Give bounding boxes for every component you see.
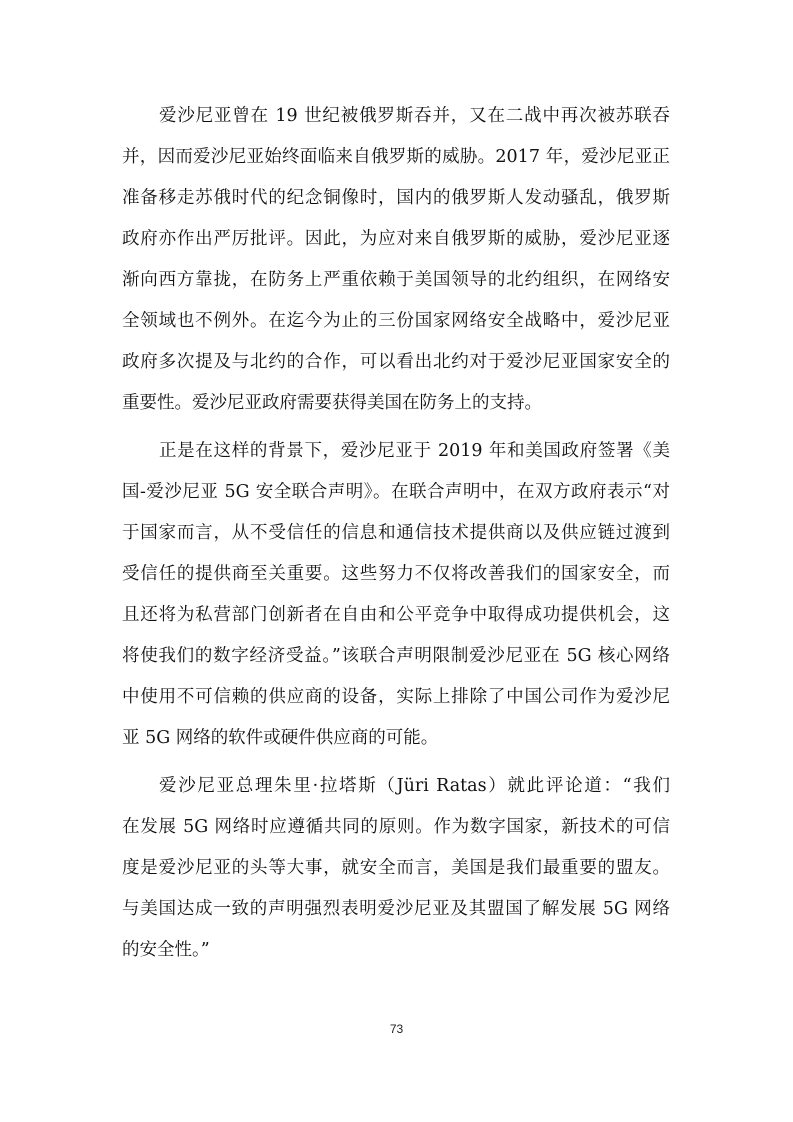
paragraph-2-line-8: 亚 5G 网络的软件或硬件供应商的可能。 (122, 728, 439, 748)
paragraph-2-line-3: 于国家而言，从不受信任的信息和通信技术提供商以及供应链过渡到 (122, 523, 670, 543)
paragraph-3-line-2: 在发展 5G 网络时应遵循共同的原则。作为数字国家，新技术的可信 (122, 817, 670, 837)
paragraph-2-line-5: 且还将为私营部门创新者在自由和公平竞争中取得成功提供机会，这 (122, 605, 670, 625)
paragraph-1-line-2: 并，因而爱沙尼亚始终面临来自俄罗斯的威胁。2017 年，爱沙尼亚正 (122, 147, 670, 167)
paragraph-3-line-4: 与美国达成一致的声明强烈表明爱沙尼亚及其盟国了解发展 5G 网络 (122, 899, 670, 919)
paragraph-1-line-5: 渐向西方靠拢，在防务上严重依赖于美国领导的北约组织，在网络安 (122, 270, 670, 290)
paragraph-1-line-8: 重要性。爱沙尼亚政府需要获得美国在防务上的支持。 (122, 393, 542, 413)
paragraph-2-line-2: 国-爱沙尼亚 5G 安全联合声明》。在联合声明中，在双方政府表示“对 (122, 482, 670, 502)
paragraph-2-line-6: 将使我们的数字经济受益。”该联合声明限制爱沙尼亚在 5G 核心网络 (122, 646, 670, 666)
paragraph-1-line-3: 准备移走苏俄时代的纪念铜像时，国内的俄罗斯人发动骚乱，俄罗斯 (122, 188, 670, 208)
paragraph-3-line-5: 的安全性。” (122, 940, 210, 960)
paragraph-1-line-7: 政府多次提及与北约的合作，可以看出北约对于爱沙尼亚国家安全的 (122, 352, 670, 372)
paragraph-3-line-3: 度是爱沙尼亚的头等大事，就安全而言，美国是我们最重要的盟友。 (122, 858, 670, 878)
paragraph-1-line-6: 全领域也不例外。在迄今为止的三份国家网络安全战略中，爱沙尼亚 (122, 311, 670, 331)
paragraph-2-line-7: 中使用不可信赖的供应商的设备，实际上排除了中国公司作为爱沙尼 (122, 687, 670, 707)
paragraph-1-line-4: 政府亦作出严厉批评。因此，为应对来自俄罗斯的威胁，爱沙尼亚逐 (122, 229, 670, 249)
paragraph-1-line-1: 爱沙尼亚曾在 19 世纪被俄罗斯吞并，又在二战中再次被苏联吞 (159, 106, 670, 126)
paragraph-2-line-1: 正是在这样的背景下，爱沙尼亚于 2019 年和美国政府签署《美 (159, 441, 670, 461)
paragraph-3-line-1: 爱沙尼亚总理朱里·拉塔斯（Jüri Ratas）就此评论道：“我们 (159, 776, 670, 796)
page-number: 73 (389, 1022, 404, 1036)
paragraph-2-line-4: 受信任的提供商至关重要。这些努力不仅将改善我们的国家安全，而 (122, 564, 670, 584)
